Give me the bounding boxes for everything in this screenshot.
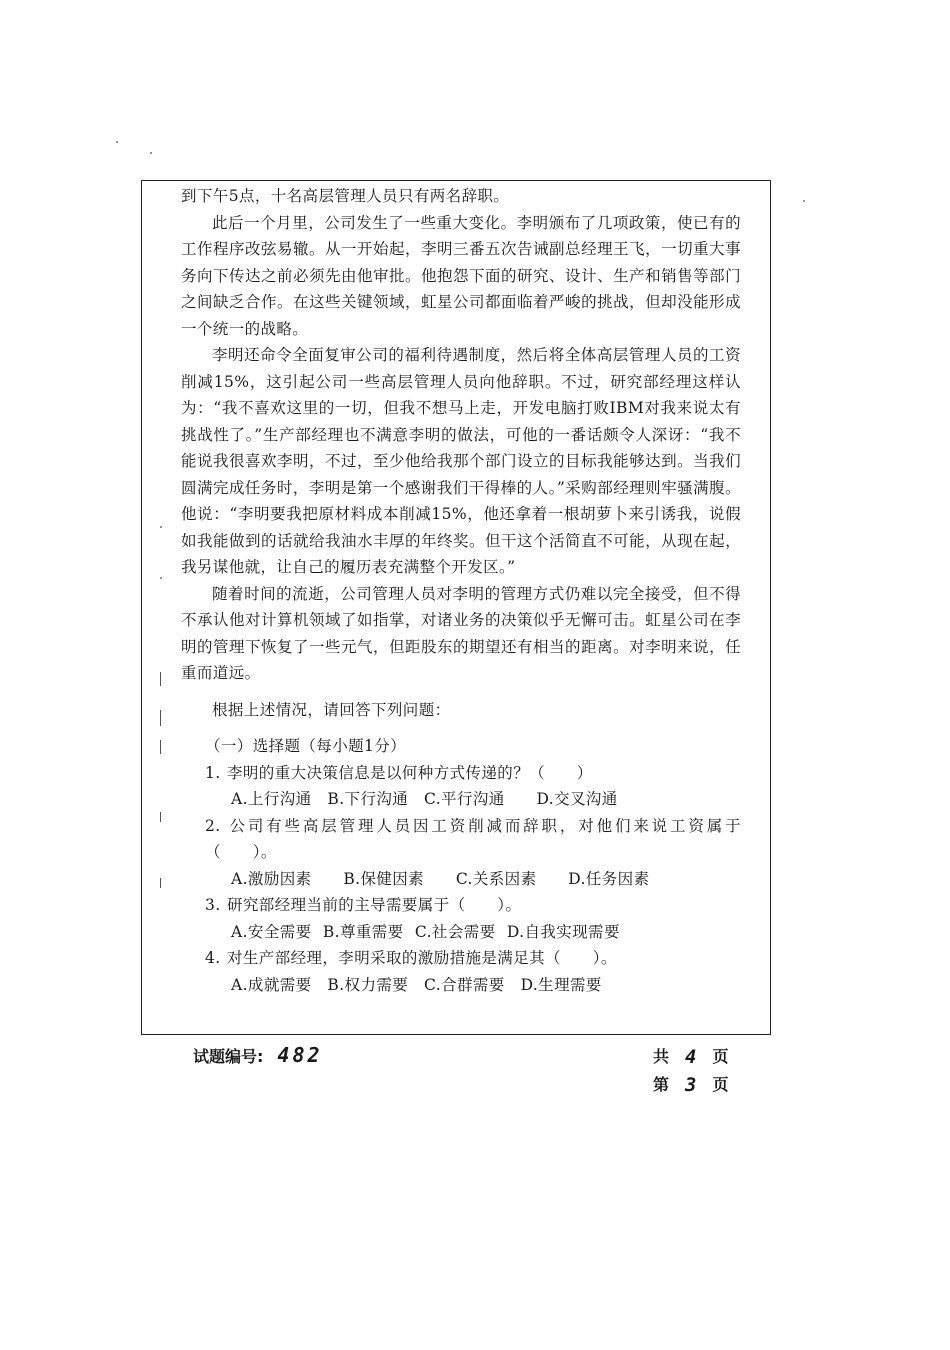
section-title: （一）选择题（每小题1分） [205,737,407,755]
question-3-options: A.安全需要 B.尊重需要 C.社会需要 D.自我实现需要 [231,922,620,941]
total-pages-value: 4 [685,1046,697,1068]
margin-mark [160,672,161,686]
margin-mark [160,878,161,888]
current-page-suffix: 页 [712,1075,729,1094]
paragraph-4: 随着时间的流逝，公司管理人员对李明的管理方式仍难以完全接受，但不得不承认他对计算机领域了如指掌，对诸业务的决策似乎无懈可击。虹星公司在李明的管理下恢复了一些元气，但距股东的期望还有相当的距离。对李明来说，任重而道远。 [181,584,741,682]
question-text: 研究部经理当前的主导需要属于（ ）。 [227,896,522,914]
current-page-prefix: 第 [653,1075,670,1094]
scan-speck [803,200,805,202]
question-number: 1. [205,763,221,782]
question-2 [205,813,741,866]
total-pages-prefix: 共 [653,1047,670,1066]
scan-speck [160,526,162,528]
question-number: 2. [205,816,221,835]
question-4-options: A.成就需要 B.权力需要 C.合群需要 D.生理需要 [231,975,602,994]
paragraph-2: 此后一个月里，公司发生了一些重大变化。李明颁布了几项政策，使已有的工作程序改弦易辙。从一开始起，李明三番五次告诫副总经理王飞，一切重大事务向下传达之前必须先由他审批。他抱怨下面的研究、设计、生产和销售等部门之间缺乏合作。在这些关键领域，虹星公司都面临着严峻的挑战，但却没能形成一个统一的战略。 [181,213,741,338]
scan-speck [116,141,118,143]
question-text: 公司有些高层管理人员因工资削减而辞职，对他们来说工资属于（ ）。 [205,816,741,861]
scan-speck [160,577,162,579]
question-2-options: A.激励因素 B.保健因素 C.关系因素 D.任务因素 [231,869,650,888]
margin-mark [160,740,161,754]
margin-mark [160,710,161,726]
question-4 [205,945,741,972]
paragraph-1: 到下午5点，十名高层管理人员只有两名辞职。 [181,187,510,205]
margin-mark [160,812,161,822]
exam-code [193,1043,323,1067]
question-1 [205,760,741,787]
current-page [653,1071,743,1099]
page-counter [653,1043,743,1099]
instruction-text: 根据上述情况，请回答下列问题： [212,700,451,719]
question-3 [205,892,741,919]
total-pages-suffix: 页 [712,1047,729,1066]
exam-code-label: 试题编号: [193,1047,264,1066]
exam-code-value: 482 [277,1043,323,1067]
current-page-value: 3 [685,1074,697,1096]
question-number: 4. [205,949,221,967]
question-text: 李明的重大决策信息是以何种方式传递的？（ ） [227,763,593,782]
exam-content [181,183,741,998]
question-text: 对生产部经理，李明采取的激励措施是满足其（ ）。 [227,949,617,967]
question-number: 3. [205,896,221,914]
scan-speck [150,152,152,154]
paragraph-3: 李明还命令全面复审公司的福利待遇制度，然后将全体高层管理人员的工资削减15%，这引起公司一些高层管理人员向他辞职。不过，研究部经理这样认为：“我不喜欢这里的一切，但我不想马上走，开发电脑打败IBM对我来说太有挑战性了。”生产部经理也不满意李明的做法，可他的一番话颇令人深讶：“我不能说我很喜欢李明，不过，至少他给我那个部门设立的目标我能够达到。当我们圆满完成任务时，李明是第一个感谢我们干得棒的人。”采购部经理则牢骚满腹。他说：“李明要我把原材料成本削减15%，他还拿着一根胡萝卜来引诱我，说假如我能做到的话就给我油水丰厚的年终奖。但干这个活简直不可能，从现在起，我另谋他就，让自己的履历表充满整个开发区。” [181,346,741,576]
question-1-options: A.上行沟通 B.下行沟通 C.平行沟通 D.交叉沟通 [231,790,618,808]
total-pages [653,1043,743,1071]
